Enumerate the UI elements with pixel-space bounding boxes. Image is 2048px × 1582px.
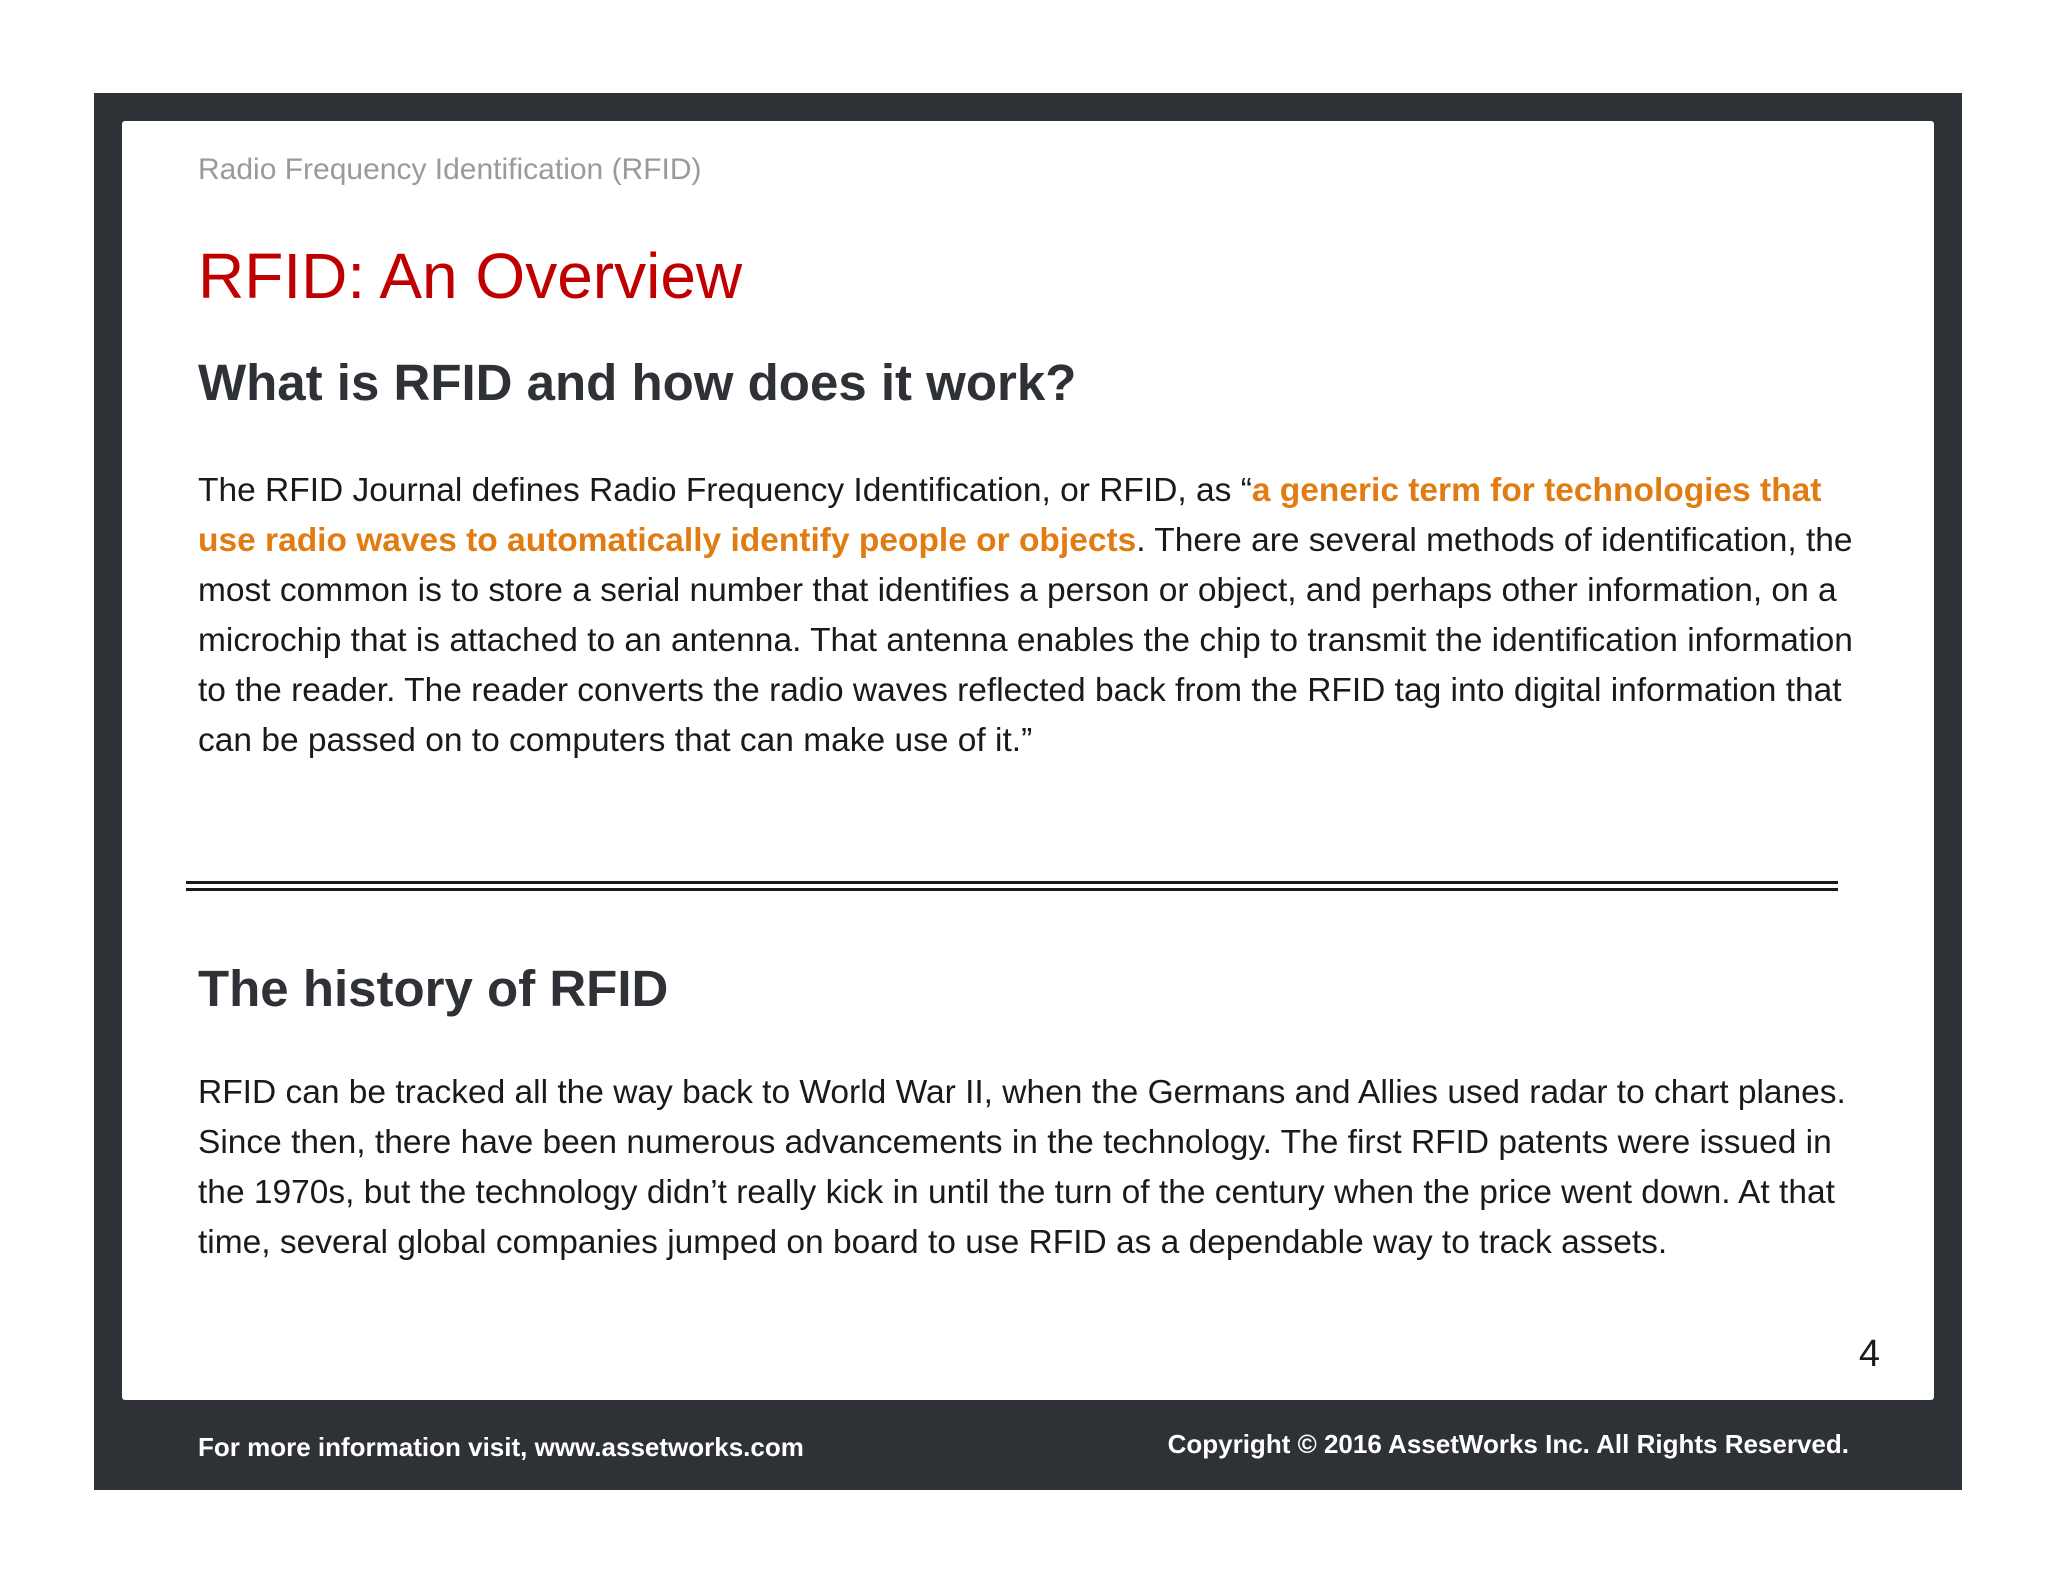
section-heading-history: The history of RFID — [198, 960, 669, 1017]
document-header: Radio Frequency Identification (RFID) — [198, 153, 702, 186]
body-text-intro: The RFID Journal defines Radio Frequency Identification, or RFID, as “ — [198, 472, 1252, 509]
section-heading-what-is-rfid: What is RFID and how does it work? — [198, 354, 1077, 411]
page-title: RFID: An Overview — [198, 240, 743, 312]
page-number: 4 — [1858, 1333, 1880, 1375]
footer-website-text: For more information visit, www.assetworks.com — [198, 1432, 804, 1462]
section-divider — [186, 881, 1838, 891]
highlighted-definition: a generic term for technologies that use radio waves to automatically identify people or objects — [198, 472, 1822, 559]
footer-copyright-text: Copyright © 2016 AssetWorks Inc. All Rights Reserved. — [1167, 1429, 1849, 1459]
section-body-history: RFID can be tracked all the way back to World War II, when the Germans and Allies used radar to chart planes. Since then, there have been numerous advancements in the technology. The first RFID patents were issued in the 1970s, but the technology didn’t really kick in until the turn of the century when the price went down. At that time, several global companies jumped on board to use RFID as a dependable way to track assets. — [198, 1074, 1846, 1261]
section-body-what-is-rfid — [198, 466, 1858, 766]
body-text-rest: . There are several methods of identification, the most common is to store a serial number that identifies a person or object, and perhaps other information, on a microchip that is attached to an antenna. That antenna enables the chip to transmit the identification information to the reader. The reader converts the radio waves reflected back from the RFID tag into digital information that can be passed on to computers that can make use of it.” — [198, 522, 1853, 759]
content-panel — [122, 121, 1934, 1400]
